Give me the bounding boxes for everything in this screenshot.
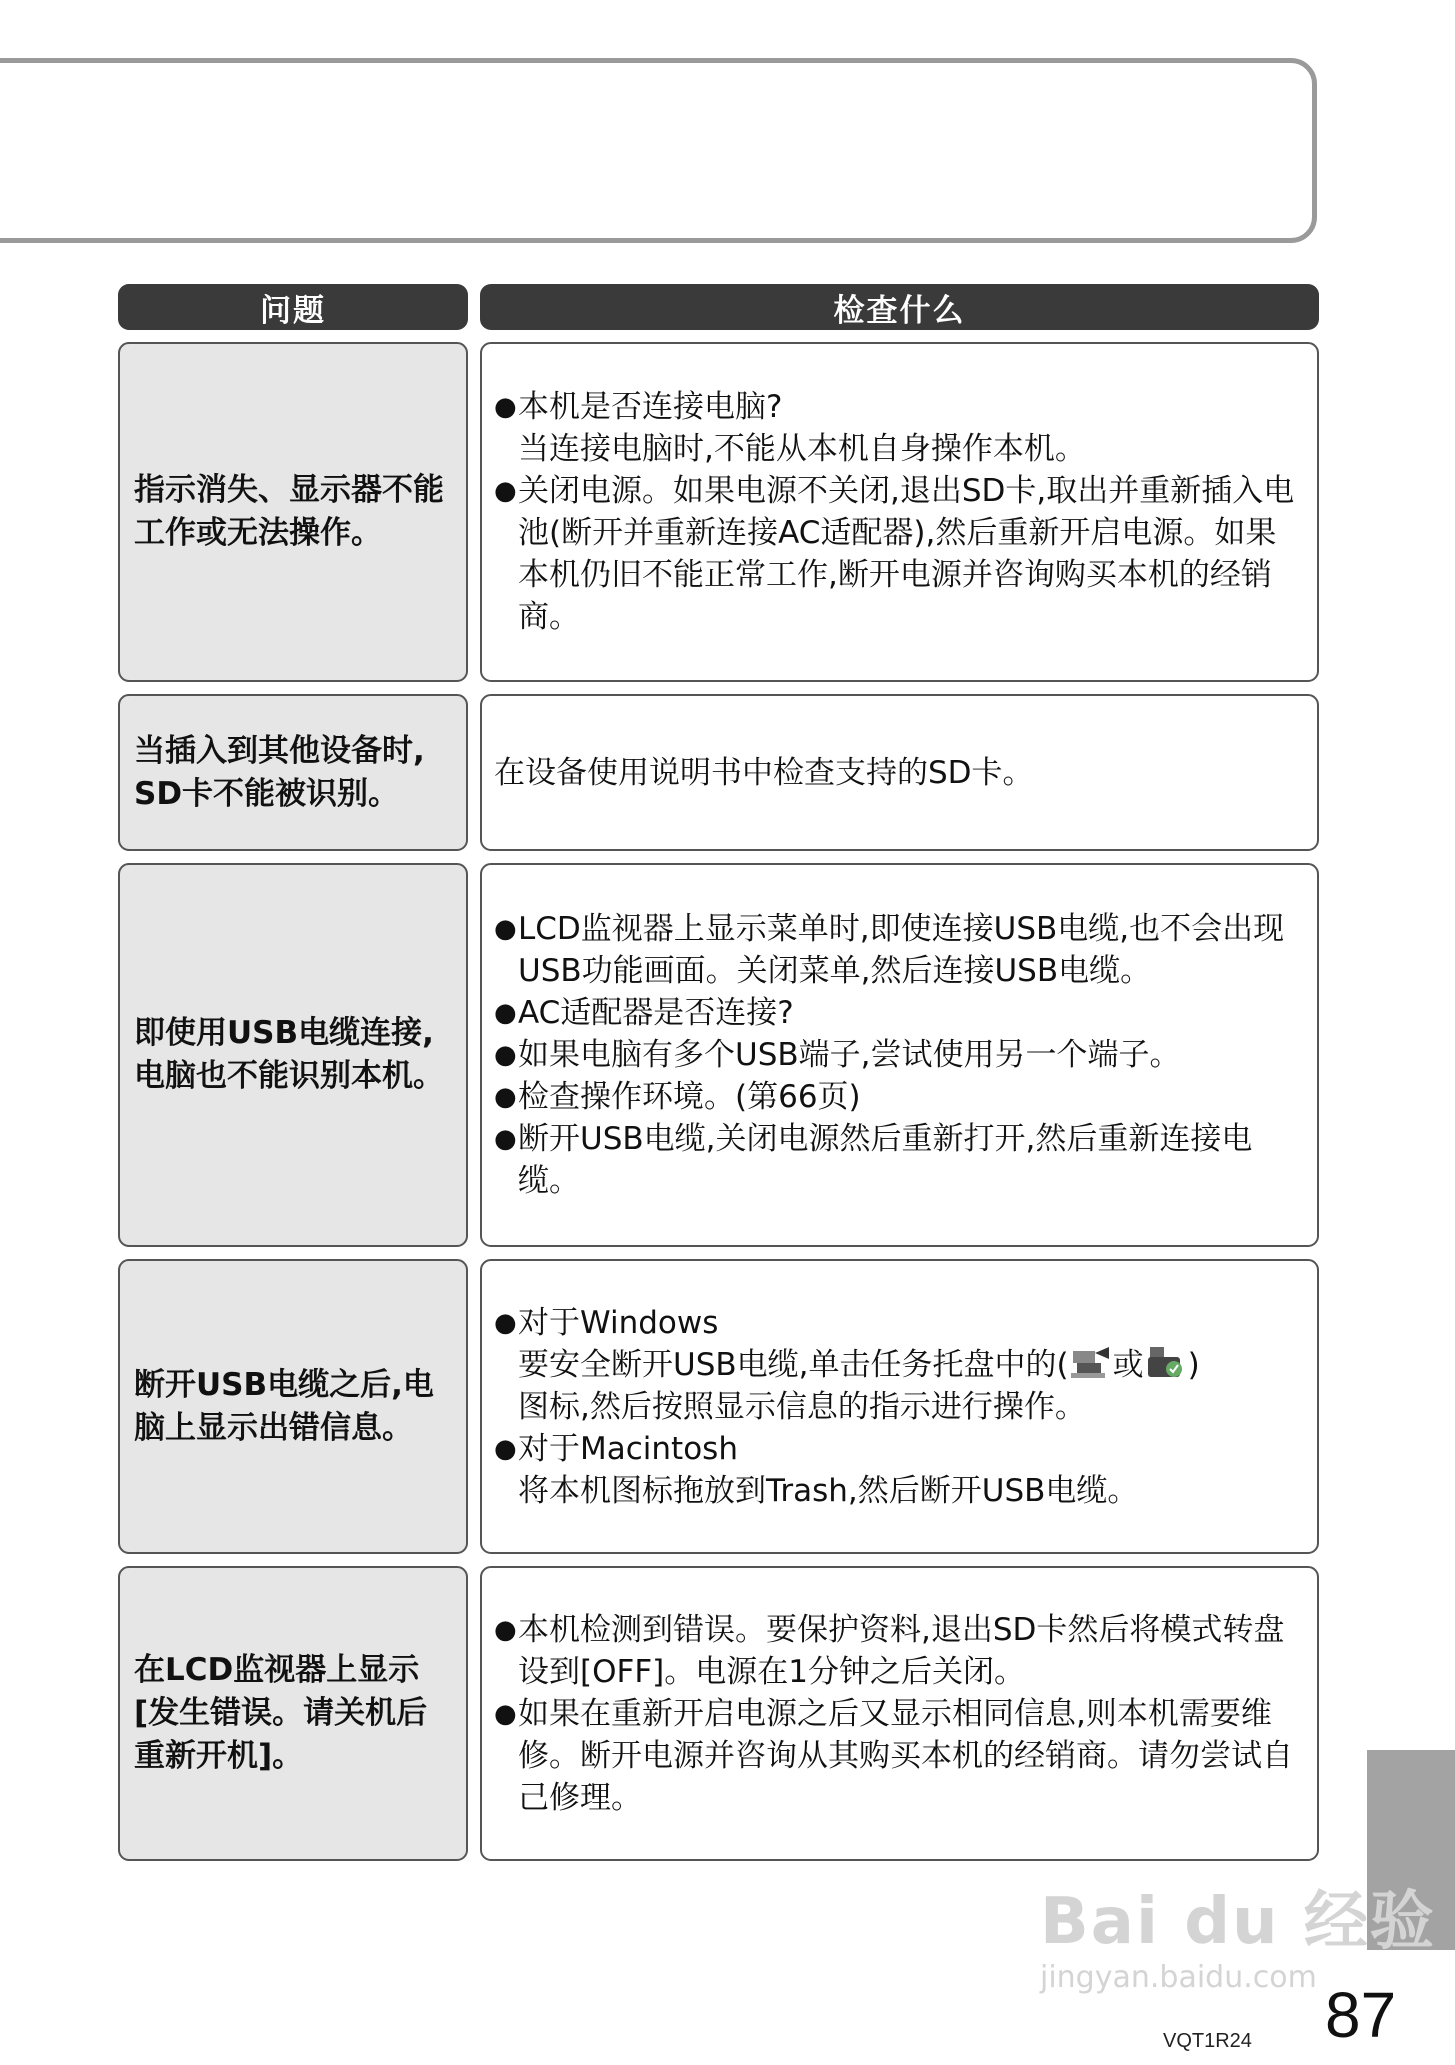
problem-cell — [118, 1259, 468, 1554]
watermark: Bai du 经验 — [1040, 1885, 1436, 1959]
check-item-mac — [494, 1428, 1301, 1512]
check-item-text: AC适配器是否连接? — [518, 995, 794, 1031]
detail-text-or: 或 — [1112, 1346, 1144, 1383]
page-number: 87 — [1325, 1979, 1397, 2051]
bullet-icon: ● — [494, 1082, 517, 1112]
check-item — [494, 1118, 1301, 1202]
table-row — [0, 863, 1455, 1247]
detail-text: ) — [1187, 1346, 1200, 1383]
check-item-detail: 将本机图标拖放到Trash,然后断开USB电缆。 — [518, 1472, 1139, 1509]
bullet-icon: ● — [494, 1433, 517, 1464]
bullet-icon: ● — [494, 914, 517, 944]
check-cell — [480, 1259, 1319, 1554]
bullet-icon: ● — [494, 1698, 517, 1729]
header-check: 检查什么 — [480, 284, 1319, 330]
bullet-icon: ● — [494, 998, 517, 1028]
unplug-eject-icon — [1144, 1345, 1188, 1381]
check-item — [494, 470, 1301, 638]
problem-cell — [118, 694, 468, 851]
problem-text: 当插入到其他设备时, SD卡不能被识别。 — [134, 732, 425, 812]
problem-cell — [118, 863, 468, 1247]
problem-text: 即使用USB电缆连接, 电脑也不能识别本机。 — [134, 1015, 444, 1094]
table-row — [0, 342, 1455, 682]
header-problem: 问题 — [118, 284, 468, 330]
check-item-text: 对于Windows — [518, 1304, 719, 1341]
bullet-icon: ● — [494, 1614, 517, 1645]
bullet-icon: ● — [494, 1124, 517, 1154]
check-item-detail — [518, 1344, 1301, 1386]
bullet-icon: ● — [494, 392, 517, 422]
check-item-text: 在设备使用说明书中检查支持的SD卡。 — [494, 754, 1034, 791]
check-item-text: 断开USB电缆,关闭电源然后重新打开,然后重新连接电缆。 — [518, 1121, 1253, 1199]
bullet-icon: ● — [494, 1307, 517, 1338]
problem-text: 断开USB电缆之后,电 脑上显示出错信息。 — [134, 1366, 434, 1446]
check-item-windows — [494, 1302, 1301, 1428]
check-cell — [480, 863, 1319, 1247]
bullet-icon: ● — [494, 476, 517, 506]
bullet-icon: ● — [494, 1040, 517, 1070]
problem-text: 在LCD监视器上显示 [发生错误。请关机后 重新开机]。 — [134, 1652, 428, 1774]
check-item-text: LCD监视器上显示菜单时,即使连接USB电缆,也不会出现USB功能画面。关闭菜单,然后连接USB电缆。 — [518, 911, 1285, 989]
check-item — [494, 908, 1301, 992]
check-item — [494, 992, 1301, 1034]
check-cell — [480, 1566, 1319, 1861]
check-item — [494, 1076, 1301, 1118]
check-cell — [480, 342, 1319, 682]
document-code: VQT1R24 — [1163, 2030, 1252, 2052]
problem-text: 指示消失、显示器不能 工作或无法操作。 — [134, 472, 444, 551]
check-item — [494, 386, 1301, 470]
check-item-text: 对于Macintosh — [518, 1430, 738, 1467]
table-row — [0, 1259, 1455, 1554]
check-item-text: 本机是否连接电脑? — [518, 389, 783, 425]
check-item-text: 如果电脑有多个USB端子,尝试使用另一个端子。 — [518, 1037, 1181, 1073]
table-row — [0, 694, 1455, 851]
safely-remove-hardware-icon — [1069, 1345, 1113, 1381]
top-panel — [0, 58, 1317, 243]
check-cell — [480, 694, 1319, 851]
check-item — [494, 1609, 1301, 1693]
table-row — [0, 1566, 1455, 1861]
check-item-detail: 当连接电脑时,不能从本机自身操作本机。 — [518, 431, 1086, 467]
check-item — [494, 1034, 1301, 1076]
detail-text: 要安全断开USB电缆,单击任务托盘中的( — [518, 1346, 1069, 1383]
problem-cell — [118, 1566, 468, 1861]
problem-cell — [118, 342, 468, 682]
check-item-text: 检查操作环境。(第66页) — [518, 1079, 861, 1115]
check-item — [494, 1693, 1301, 1819]
check-item-detail: 图标,然后按照显示信息的指示进行操作。 — [518, 1388, 1086, 1425]
check-item-text: 本机检测到错误。要保护资料,退出SD卡然后将模式转盘设到[OFF]。电源在1分钟之后关闭。 — [518, 1611, 1285, 1690]
check-item-text: 关闭电源。如果电源不关闭,退出SD卡,取出并重新插入电池(断开并重新连接AC适配器),然后重新开启电源。如果本机仍旧不能正常工作,断开电源并咨询购买本机的经销商。 — [518, 473, 1295, 635]
watermark-url: jingyan.baidu.com — [1040, 1960, 1317, 1995]
check-item-text: 如果在重新开启电源之后又显示相同信息,则本机需要维修。断开电源并咨询从其购买本机的经销商。请勿尝试自己修理。 — [518, 1695, 1293, 1816]
